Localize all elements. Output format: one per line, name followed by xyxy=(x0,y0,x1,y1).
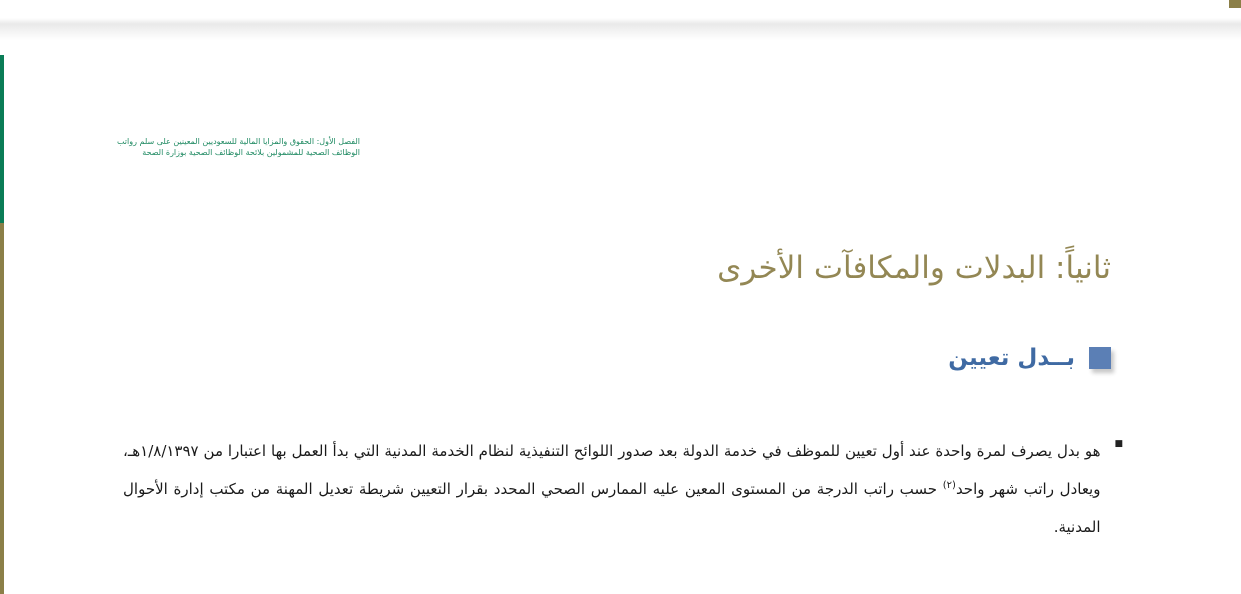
side-accent-bar-olive xyxy=(0,223,4,594)
subsection-heading xyxy=(948,340,1111,376)
square-bullet-icon xyxy=(1089,347,1111,369)
chapter-header-line-1: الفصل الأول: الحقوق والمزايا المالية للسعوديين المعينين على سلم رواتب xyxy=(116,137,360,146)
chapter-header xyxy=(30,136,360,158)
corner-accent-mark xyxy=(1229,0,1241,8)
side-accent-bar-green xyxy=(0,55,4,223)
top-shadow-band xyxy=(0,0,1241,40)
subsection-title: بــدل تعيين xyxy=(948,345,1075,371)
body-text-part-1: هو بدل يصرف لمرة واحدة عند أول تعيين للموظف في خدمة الدولة بعد صدور اللوائح التنفيذية لنظام الخدمة المدنية التي بدأ العمل بها اعتبارا من ١/٨/١٣٩٧هـ، ويعادل راتب شهر واحد xyxy=(123,442,1101,498)
chapter-header-line-2: الوظائف الصحية للمشمولين بلائحة الوظائف الصحية بوزارة الصحة xyxy=(142,148,360,157)
body-paragraph xyxy=(123,432,1100,546)
body-text-part-2: حسب راتب الدرجة من المستوى المعين عليه الممارس الصحي المحدد بقرار التعيين شريطة تعديل المهنة من مكتب إدارة الأحوال المدنية. xyxy=(123,480,1101,536)
bullet-item xyxy=(123,432,1123,546)
bullet-marker-icon: ■ xyxy=(1114,439,1123,449)
section-title: ثانياً: البدلات والمكافآت الأخرى xyxy=(717,250,1111,286)
footnote-reference[interactable]: (٢) xyxy=(942,480,956,491)
